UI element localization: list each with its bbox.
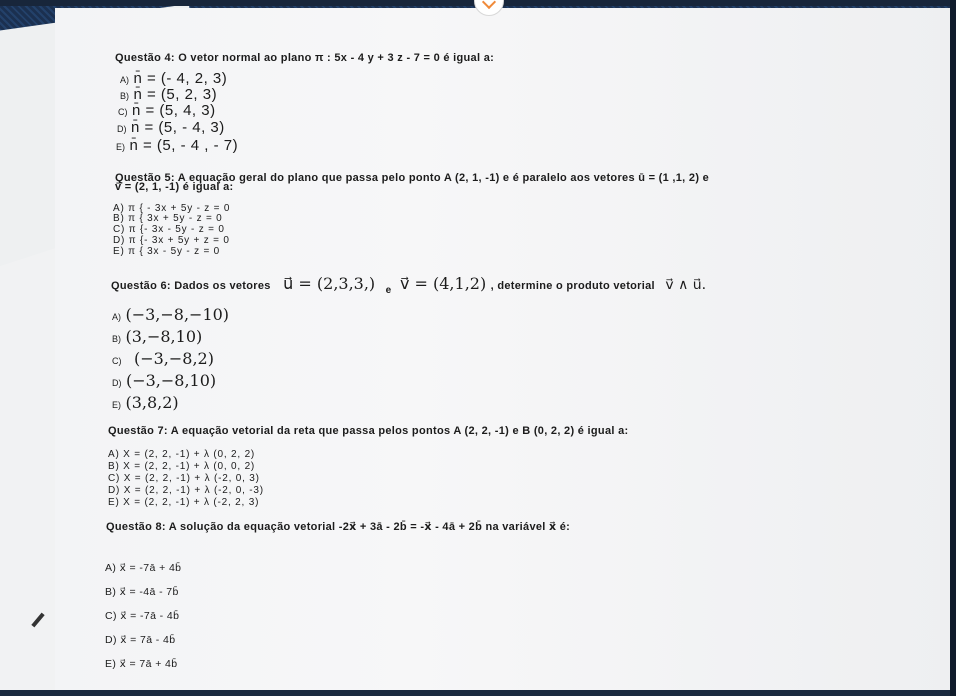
option-letter: A) [120, 75, 129, 85]
q6-option-b [112, 327, 202, 347]
q5-title-line1: Questão 5: A equação geral do plano que passa pelo ponto A (2, 1, -1) e é paralelo aos vetores ū = (1 ,1, 2) e [115, 172, 710, 184]
right-edge [950, 0, 956, 696]
q7-option-e: E) X = (2, 2, -1) + λ (-2, 2, 3) [108, 497, 260, 508]
q7-option-a: A) X = (2, 2, -1) + λ (0, 2, 2) [108, 449, 256, 460]
q8-option-e: E) x⃗ = 7ā + 4b̄ [105, 658, 178, 670]
q7-option-b: B) X = (2, 2, -1) + λ (0, 0, 2) [108, 461, 256, 472]
q6-suffix: , determine o produto vetorial [490, 280, 655, 292]
q7-option-d: D) X = (2, 2, -1) + λ (-2, 0, -3) [108, 485, 264, 496]
q5-title-line2: v̄ = (2, 1, -1) é igual a: [115, 181, 234, 193]
q4-title: Questão 4: O vetor normal ao plano π : 5x - 4 y + 3 z - 7 = 0 é igual a: [115, 52, 495, 64]
option-text: (−3,−8,2) [133, 349, 214, 368]
option-letter: B) [120, 91, 129, 101]
q6-conjunction: e [385, 285, 392, 296]
q8-option-a: A) x⃗ = -7ā + 4b̄ [105, 562, 182, 574]
q8-option-b: B) x⃗ = -4ā - 7b̄ [105, 586, 179, 598]
option-text: n̄ = (5, 2, 3) [133, 86, 218, 103]
q6-vector-v: v⃗ = (4,1,2) [399, 274, 487, 293]
option-letter: D) [117, 124, 127, 134]
option-letter: A) [112, 312, 121, 322]
q5-option-a: A) π { - 3x + 5y - z = 0 [113, 203, 231, 214]
q5-option-c: C) π {- 3x - 5y - z = 0 [113, 224, 225, 235]
option-letter: E) [112, 400, 121, 410]
option-letter: E) [116, 142, 125, 152]
q6-option-a [112, 305, 229, 325]
q6-option-c [112, 349, 214, 369]
option-letter: C) [112, 356, 122, 366]
option-text: (3,−8,10) [125, 327, 203, 346]
q5-option-d: D) π {- 3x + 5y + z = 0 [113, 235, 230, 246]
q6-option-d [112, 371, 216, 391]
q4-option-d [117, 119, 225, 137]
q4-option-e [116, 137, 238, 155]
q8-title: Questão 8: A solução da equação vetorial -2x⃗ + 3ā - 2b̄ = -x⃗ - 4ā + 2b̄ na variável x⃗ é: [106, 521, 571, 533]
bottom-edge [0, 690, 956, 696]
option-letter: B) [112, 334, 121, 344]
q6-prefix: Questão 6: Dados os vetores [111, 280, 271, 292]
q5-option-e: E) π { 3x - 5y - z = 0 [113, 246, 221, 257]
q6-product: v⃗ ∧ u⃗. [665, 277, 707, 293]
option-letter: C) [118, 107, 128, 117]
q8-option-d: D) x⃗ = 7ā - 4b̄ [105, 634, 176, 646]
q5-option-b: B) π { 3x + 5y - z = 0 [113, 213, 223, 224]
option-text: n̄ = (- 4, 2, 3) [133, 70, 228, 87]
option-text: (3,8,2) [125, 393, 179, 412]
q8-option-c: C) x⃗ = -7ā - 4b̄ [105, 610, 180, 622]
option-text: n̄ = (5, 4, 3) [131, 102, 216, 119]
q6-vector-u: u⃗ = (2,3,3,) [283, 274, 376, 293]
option-text: (−3,−8,10) [125, 371, 217, 390]
q7-option-c: C) X = (2, 2, -1) + λ (-2, 0, 3) [108, 473, 260, 484]
chevron-down-icon [482, 0, 496, 9]
option-text: n̄ = (5, - 4, 3) [130, 119, 225, 136]
q6-title [111, 274, 706, 296]
q7-title: Questão 7: A equação vetorial da reta que passa pelos pontos A (2, 2, -1) e B (0, 2, 2) é igual a: [108, 425, 629, 437]
option-text: n̄ = (5, - 4 , - 7) [129, 137, 239, 154]
option-text: (−3,−8,−10) [125, 305, 230, 324]
option-letter: D) [112, 378, 122, 388]
q4-option-c [118, 102, 216, 120]
q6-option-e [112, 393, 179, 413]
